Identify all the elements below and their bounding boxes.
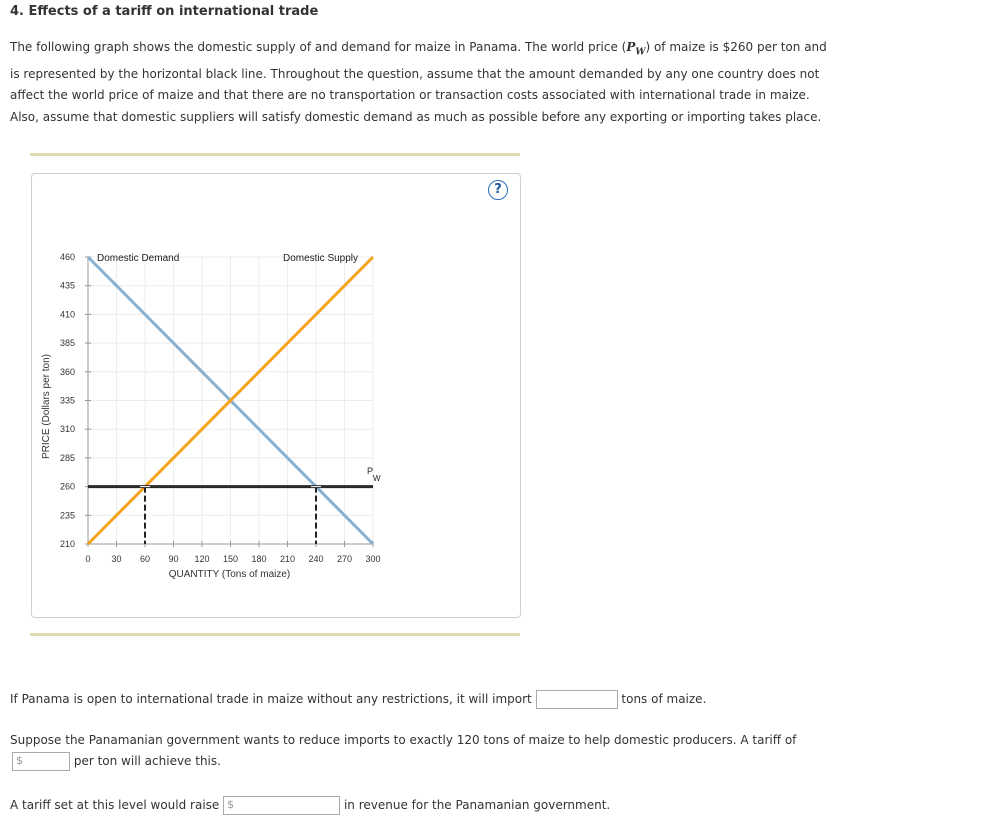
q2-text: Suppose the Panamanian government wants to reduce imports to exactly 120 tons of maize to help domestic producers. A tariff of: [10, 733, 797, 747]
y-tick-label: 435: [59, 280, 75, 291]
import-quantity-input[interactable]: [536, 690, 618, 709]
q1-text: If Panama is open to international trade in maize without any restrictions, it will import: [10, 692, 532, 706]
world-price-label: P: [367, 466, 374, 476]
help-icon[interactable]: ?: [488, 180, 508, 200]
revenue-input[interactable]: [223, 796, 340, 815]
y-tick-label: 260: [59, 481, 75, 492]
dollar-prefix: $: [16, 754, 23, 767]
x-tick-label: 270: [336, 554, 353, 564]
q1-suffix: tons of maize.: [621, 692, 707, 706]
x-tick-label: 0: [85, 554, 91, 564]
y-tick-label: 285: [59, 452, 75, 463]
question-3: [10, 796, 610, 815]
x-tick-label: 120: [194, 554, 210, 564]
y-tick-label: 385: [59, 338, 75, 349]
question-2-answer: [10, 752, 221, 771]
page-title: 4. Effects of a tariff on international trade: [10, 4, 319, 19]
world-price-symbol: $P_W$: [626, 40, 646, 58]
x-tick-label: 150: [222, 554, 239, 564]
y-tick-label: 310: [59, 424, 75, 435]
x-axis-title: QUANTITY (Tons of maize): [168, 569, 291, 580]
intro-text-1: The following graph shows the domestic supply of and demand for maize in Panama. The world price (: [10, 40, 627, 54]
x-tick-label: 180: [251, 554, 267, 564]
y-tick-label: 410: [59, 309, 75, 320]
x-tick-label: 90: [168, 554, 179, 564]
y-tick-label: 460: [59, 252, 75, 262]
tariff-input[interactable]: [12, 752, 70, 771]
y-axis-title: PRICE (Dollars per ton): [41, 353, 52, 460]
question-2: [10, 733, 796, 747]
x-tick-label: 60: [139, 554, 151, 564]
x-tick-label: 300: [365, 554, 381, 564]
q3-text: A tariff set at this level would raise: [10, 798, 220, 812]
question-1: [10, 690, 706, 709]
x-tick-label: 240: [308, 554, 324, 564]
demand-label: Domestic Demand: [97, 253, 180, 264]
dollar-prefix: $: [227, 798, 235, 811]
y-tick-label: 210: [59, 539, 75, 549]
y-tick-label: 360: [59, 366, 75, 377]
x-tick-label: 210: [279, 554, 296, 564]
q2-suffix: per ton will achieve this.: [73, 754, 221, 768]
supply-label: Domestic Supply: [283, 253, 359, 264]
world-price-label-sub: W: [373, 474, 381, 483]
y-tick-label: 235: [59, 510, 75, 521]
x-tick-label: 30: [111, 554, 122, 564]
y-tick-label: 335: [59, 395, 75, 406]
intro-text-2: ) of maize is $260 per ton and is represented by the horizontal black line. Throughout the question, assume that the amount demanded by any one country does not affect the world price of maize and that there are no transportation or transaction costs associated with international trade in maize. Also, assume that domestic suppliers will satisfy domestic demand as much as possible before any exporting or importing takes place.: [10, 40, 827, 124]
q3-suffix: in revenue for the Panamanian government.: [343, 798, 611, 812]
